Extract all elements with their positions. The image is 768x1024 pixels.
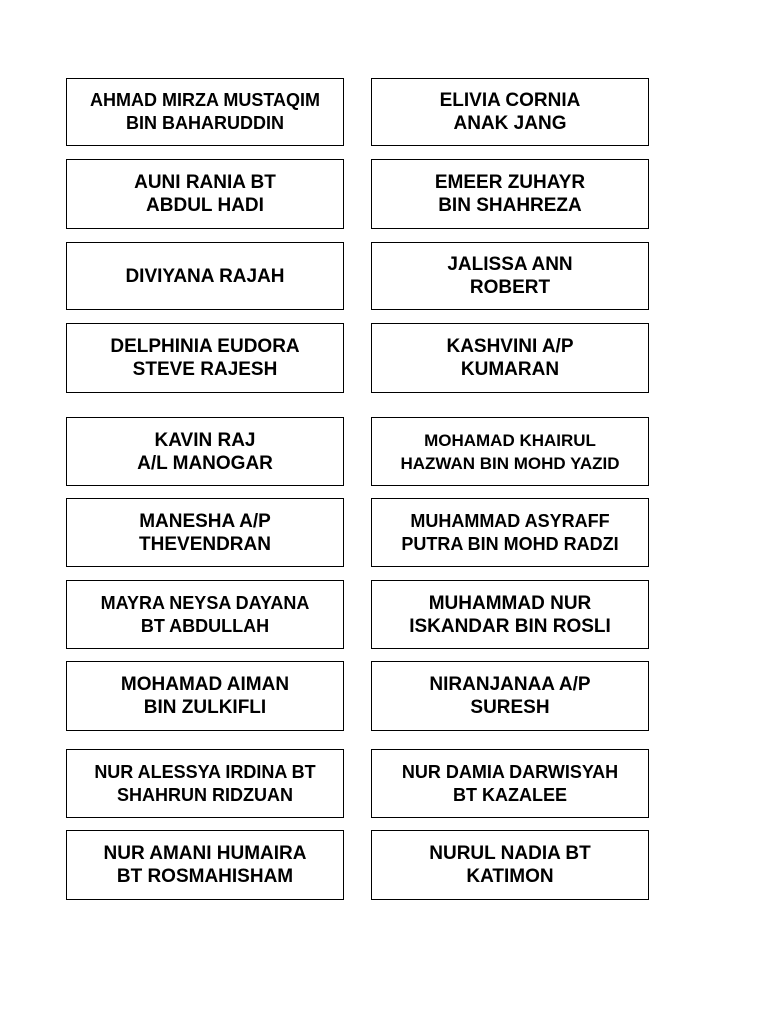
- name-label-card: [371, 749, 649, 818]
- name-label-text: [429, 842, 591, 888]
- name-line: ELIVIA CORNIA: [439, 90, 581, 111]
- name-label-text: [400, 429, 619, 475]
- name-label-card: [371, 323, 649, 393]
- name-line: JALISSA ANN: [447, 254, 573, 275]
- name-label-card: [66, 498, 344, 567]
- name-line: BT ROSMAHISHAM: [116, 866, 294, 887]
- name-label-text: [429, 673, 590, 719]
- name-line: BT KAZALEE: [453, 784, 567, 805]
- name-line: DELPHINIA EUDORA: [110, 336, 300, 357]
- name-line: BIN ZULKIFLI: [143, 697, 267, 718]
- name-line: DIVIYANA RAJAH: [125, 265, 285, 287]
- name-label-card: [371, 830, 649, 900]
- name-line: BIN BAHARUDDIN: [126, 113, 284, 133]
- name-label-text: [94, 761, 315, 807]
- name-line: KASHVINI A/P: [446, 336, 574, 357]
- name-line: ROBERT: [469, 277, 551, 298]
- name-label-card: [371, 661, 649, 731]
- name-label-card: [66, 159, 344, 229]
- name-label-text: [90, 89, 320, 135]
- name-line: ISKANDAR BIN ROSLI: [409, 615, 611, 637]
- name-line: STEVE RAJESH: [132, 359, 278, 380]
- name-label-text: [447, 253, 572, 299]
- name-label-card: [66, 78, 344, 146]
- name-line: MUHAMMAD ASYRAFF: [410, 510, 610, 531]
- name-line: A/L MANOGAR: [137, 452, 273, 474]
- name-label-card: [371, 417, 649, 486]
- name-line: NUR AMANI HUMAIRA: [103, 843, 307, 864]
- name-label-card: [371, 78, 649, 146]
- name-label-card: [371, 159, 649, 229]
- name-label-text: [401, 510, 618, 556]
- name-line: EMEER ZUHAYR: [434, 172, 586, 193]
- name-line: THEVENDRAN: [139, 533, 271, 555]
- name-label-card: [66, 749, 344, 818]
- name-label-text: [409, 592, 611, 638]
- name-line: AUNI RANIA BT: [134, 172, 276, 193]
- name-line: AHMAD MIRZA MUSTAQIM: [90, 90, 320, 110]
- name-line: ABDUL HADI: [146, 195, 264, 216]
- name-label-text: [440, 89, 581, 135]
- name-line: MUHAMMAD NUR: [428, 592, 592, 614]
- name-label-card: [371, 242, 649, 310]
- name-label-text: [137, 429, 273, 475]
- name-line: NIRANJANAA A/P: [429, 674, 591, 695]
- name-label-text: [435, 171, 585, 217]
- name-label-text: [125, 265, 284, 288]
- name-label-card: [371, 580, 649, 649]
- name-label-text: [134, 171, 276, 217]
- name-line: KUMARAN: [460, 359, 560, 380]
- name-label-card: [66, 417, 344, 486]
- name-label-text: [121, 673, 289, 719]
- name-line: NUR DAMIA DARWISYAH: [401, 761, 619, 782]
- name-label-card: [66, 323, 344, 393]
- name-line: ANAK JANG: [453, 113, 567, 134]
- name-line: HAZWAN BIN MOHD YAZID: [400, 453, 620, 473]
- name-line: PUTRA BIN MOHD RADZI: [401, 533, 619, 554]
- name-label-card: [66, 830, 344, 900]
- name-label-card: [66, 580, 344, 649]
- name-label-card: [371, 498, 649, 567]
- name-line: MAYRA NEYSA DAYANA: [100, 592, 310, 613]
- name-label-text: [446, 335, 573, 381]
- name-line: MANESHA A/P: [139, 510, 271, 532]
- name-line: NUR ALESSYA IRDINA BT: [94, 761, 316, 782]
- name-label-text: [101, 592, 310, 638]
- name-line: NURUL NADIA BT: [429, 843, 591, 864]
- name-label-text: [402, 761, 618, 807]
- name-line: BIN SHAHREZA: [438, 195, 582, 216]
- name-label-text: [139, 510, 271, 556]
- name-label-text: [110, 335, 299, 381]
- name-line: KAVIN RAJ: [154, 429, 256, 451]
- name-label-card: [66, 661, 344, 731]
- name-line: KATIMON: [466, 866, 554, 887]
- name-line: MOHAMAD AIMAN: [120, 674, 290, 695]
- name-line: SHAHRUN RIDZUAN: [116, 784, 293, 805]
- name-label-card: [66, 242, 344, 310]
- name-line: SURESH: [470, 697, 550, 718]
- name-line: MOHAMAD KHAIRUL: [424, 430, 596, 450]
- name-label-text: [104, 842, 307, 888]
- name-line: BT ABDULLAH: [140, 615, 270, 636]
